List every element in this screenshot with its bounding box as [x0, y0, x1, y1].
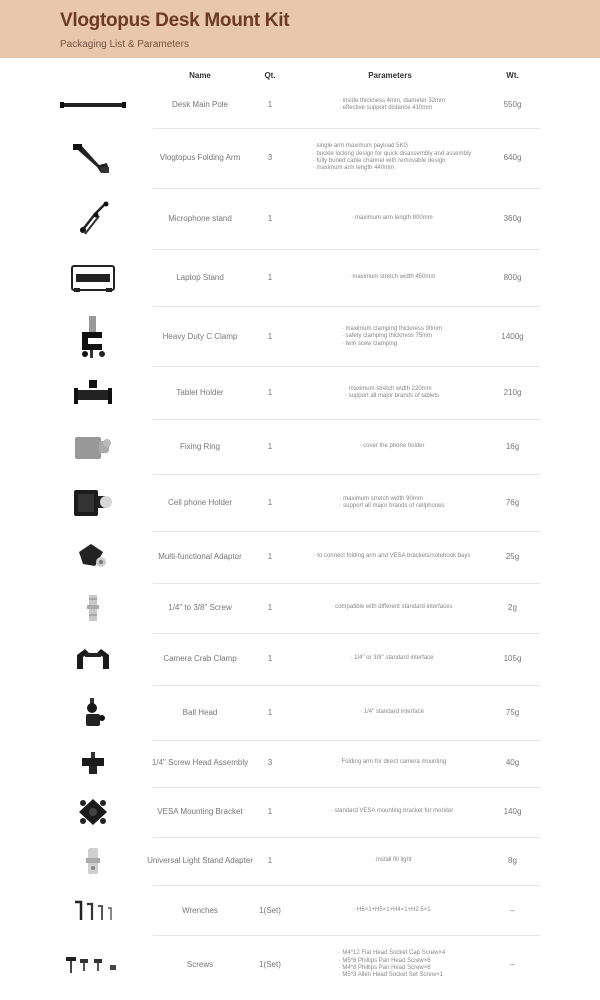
adapter-screw-icon	[55, 585, 130, 631]
item-qty: 1	[267, 654, 273, 663]
item-weight: –	[510, 960, 515, 969]
param-line: · effective support distance 410mm	[338, 105, 433, 111]
item-params	[292, 604, 492, 611]
item-params	[292, 496, 492, 511]
item-qty: 1	[267, 100, 273, 109]
item-qty: 1(Set)	[259, 906, 281, 915]
item-qty: 1	[267, 708, 273, 717]
param-line: · M5*8 Phillips Pan Head Screw×6	[338, 957, 431, 964]
item-params	[292, 98, 492, 113]
row-divider	[153, 366, 540, 367]
item-name: Microphone stand	[168, 214, 232, 223]
item-weight: 25g	[505, 552, 520, 561]
column-header-params: Parameters	[368, 71, 412, 80]
column-header-name: Name	[189, 71, 211, 80]
param-line: · Folding arm for direct camera mounting	[337, 759, 447, 766]
row-divider	[153, 837, 540, 838]
item-qty: 1	[267, 214, 273, 223]
row-divider	[153, 419, 540, 420]
item-name: Heavy Duty C Clamp	[162, 332, 238, 341]
param-line: · single arm maximum payload 5KG	[312, 143, 409, 150]
param-line: · M5*3 Allen Head Socket Set Screw×1	[338, 972, 443, 979]
param-line: · buckle locking design for quick disassembly and assembly	[312, 150, 472, 157]
item-name: Vlogtopus Folding Arm	[159, 153, 241, 162]
page-title: Vlogtopus Desk Mount Kit	[60, 10, 290, 31]
row-divider	[153, 249, 540, 250]
item-params	[292, 857, 492, 864]
item-name: VESA Mounting Bracket	[157, 807, 243, 816]
item-weight: 140g	[503, 807, 522, 816]
phone-holder-icon	[55, 480, 130, 526]
row-divider	[153, 188, 540, 189]
ball-head-icon	[55, 690, 130, 736]
param-line: · 1/4" standard interface	[360, 709, 424, 716]
vesa-bracket-icon	[55, 789, 130, 835]
param-line: · inside thickness 4mm, diameter 32mm	[338, 97, 446, 104]
item-qty: 1	[267, 442, 273, 451]
param-line: · maximum stretch width 450mm	[348, 274, 436, 281]
item-name: Fixing Ring	[179, 442, 220, 451]
param-line: · 1/4" or 3/8" standard interface	[350, 655, 434, 662]
screw-head-icon	[55, 740, 130, 786]
param-line: · maximum arm length 800mm	[351, 215, 433, 222]
page-header	[0, 0, 600, 58]
screws-icon	[55, 942, 130, 988]
item-weight: 40g	[505, 758, 520, 767]
item-params	[292, 386, 492, 401]
folding-arm-icon	[55, 135, 130, 181]
item-weight: 360g	[503, 214, 522, 223]
row-divider	[153, 787, 540, 788]
column-header-wt: Wt.	[506, 71, 519, 80]
item-qty: 3	[267, 153, 273, 162]
item-name: Cell phone Holder	[167, 498, 233, 507]
item-weight: 8g	[508, 856, 517, 865]
item-weight: 1400g	[501, 332, 524, 341]
item-qty: 1	[267, 273, 273, 282]
item-name: Tablet Holder	[176, 388, 224, 397]
item-qty: 1	[267, 856, 273, 865]
item-name: Universal Light Stand Adapter	[147, 856, 253, 865]
param-line: · support all major brands of cellphones	[339, 503, 445, 509]
row-divider	[153, 583, 540, 584]
param-line: · to connect folding arm and VESA brackets/notebook bays	[313, 553, 471, 560]
param-line: · M4*12 Flat Head Socket Cap Screw×4	[338, 950, 446, 957]
param-line: · maximum stretch width 220mm	[344, 385, 432, 392]
item-name: 1/4" Screw Head Assembly	[151, 758, 249, 767]
item-weight: 16g	[505, 442, 520, 451]
param-line: · maximum stretch width 90mm	[339, 495, 423, 502]
item-weight: 800g	[503, 273, 522, 282]
item-name: Screws	[186, 960, 214, 969]
item-params	[292, 808, 492, 815]
item-weight: 76g	[505, 498, 520, 507]
pole-icon	[55, 82, 130, 128]
tablet-holder-icon	[55, 370, 130, 416]
param-line: · maximum clamping thickness 90mm	[341, 325, 443, 332]
item-weight: 550g	[503, 100, 522, 109]
param-line: · maximum arm length 440mm	[312, 165, 395, 172]
item-params	[292, 326, 492, 348]
item-params	[292, 759, 492, 766]
item-params	[292, 709, 492, 716]
param-line: · cover the phone holder	[359, 443, 425, 450]
wrenches-icon	[55, 888, 130, 934]
item-params	[292, 143, 492, 173]
page-subtitle: Packaging List & Parameters	[60, 39, 189, 50]
row-divider	[153, 531, 540, 532]
item-params	[292, 907, 492, 914]
column-header-qty: Qt.	[264, 71, 276, 80]
param-line: · support all major brands of tablets	[344, 393, 440, 399]
row-divider	[153, 633, 540, 634]
item-name: Ball Head	[182, 708, 218, 717]
param-line: · compatible with different standard interfaces	[331, 604, 453, 611]
row-divider	[153, 474, 540, 475]
item-qty: 1(Set)	[259, 960, 281, 969]
item-qty: 1	[267, 603, 273, 612]
light-adapter-icon	[55, 838, 130, 884]
param-line: · M4*8 Phillips Pan Head Screw×6	[338, 965, 431, 971]
item-params	[292, 655, 492, 662]
fixing-ring-icon	[55, 424, 130, 470]
item-weight: 640g	[503, 153, 522, 162]
item-weight: 210g	[503, 388, 522, 397]
item-weight: 75g	[505, 708, 520, 717]
item-name: 1/4" to 3/8" Screw	[168, 603, 232, 612]
param-line: · install fill light	[372, 857, 412, 864]
item-name: Desk Main Pole	[171, 100, 229, 109]
item-name: Wrenches	[182, 906, 218, 915]
param-line: · twin scew clamping	[341, 340, 398, 347]
item-weight: 2g	[508, 603, 517, 612]
item-params	[292, 553, 492, 560]
item-weight: –	[510, 906, 515, 915]
item-params	[292, 215, 492, 222]
item-qty: 1	[267, 552, 273, 561]
crab-clamp-icon	[55, 636, 130, 682]
microphone-stand-icon	[55, 196, 130, 242]
item-name: Camera Crab Clamp	[163, 654, 237, 663]
item-params	[292, 274, 492, 281]
row-divider	[153, 128, 540, 129]
param-line: · H6×1+H5×1+H4×1+H2.5×1	[353, 907, 431, 914]
item-params	[292, 443, 492, 450]
item-qty: 1	[267, 388, 273, 397]
row-divider	[153, 740, 540, 741]
param-line: · fully buried cable channel with removable design	[312, 158, 446, 164]
param-line: · standard VESA mounting bracket for monitor	[330, 808, 454, 815]
item-qty: 3	[267, 758, 273, 767]
row-divider	[153, 885, 540, 886]
item-name: Laptop Stand	[176, 273, 224, 282]
laptop-stand-icon	[55, 255, 130, 301]
adaptor-icon	[55, 534, 130, 580]
item-weight: 105g	[503, 654, 522, 663]
item-qty: 1	[267, 332, 273, 341]
row-divider	[153, 306, 540, 307]
item-params	[292, 950, 492, 980]
item-name: Multi-functional Adaptor	[158, 552, 242, 561]
row-divider	[153, 685, 540, 686]
c-clamp-icon	[55, 314, 130, 360]
param-line: · safety clamping thickness 75mm	[341, 333, 433, 340]
row-divider	[153, 935, 540, 936]
item-qty: 1	[267, 498, 273, 507]
item-qty: 1	[267, 807, 273, 816]
